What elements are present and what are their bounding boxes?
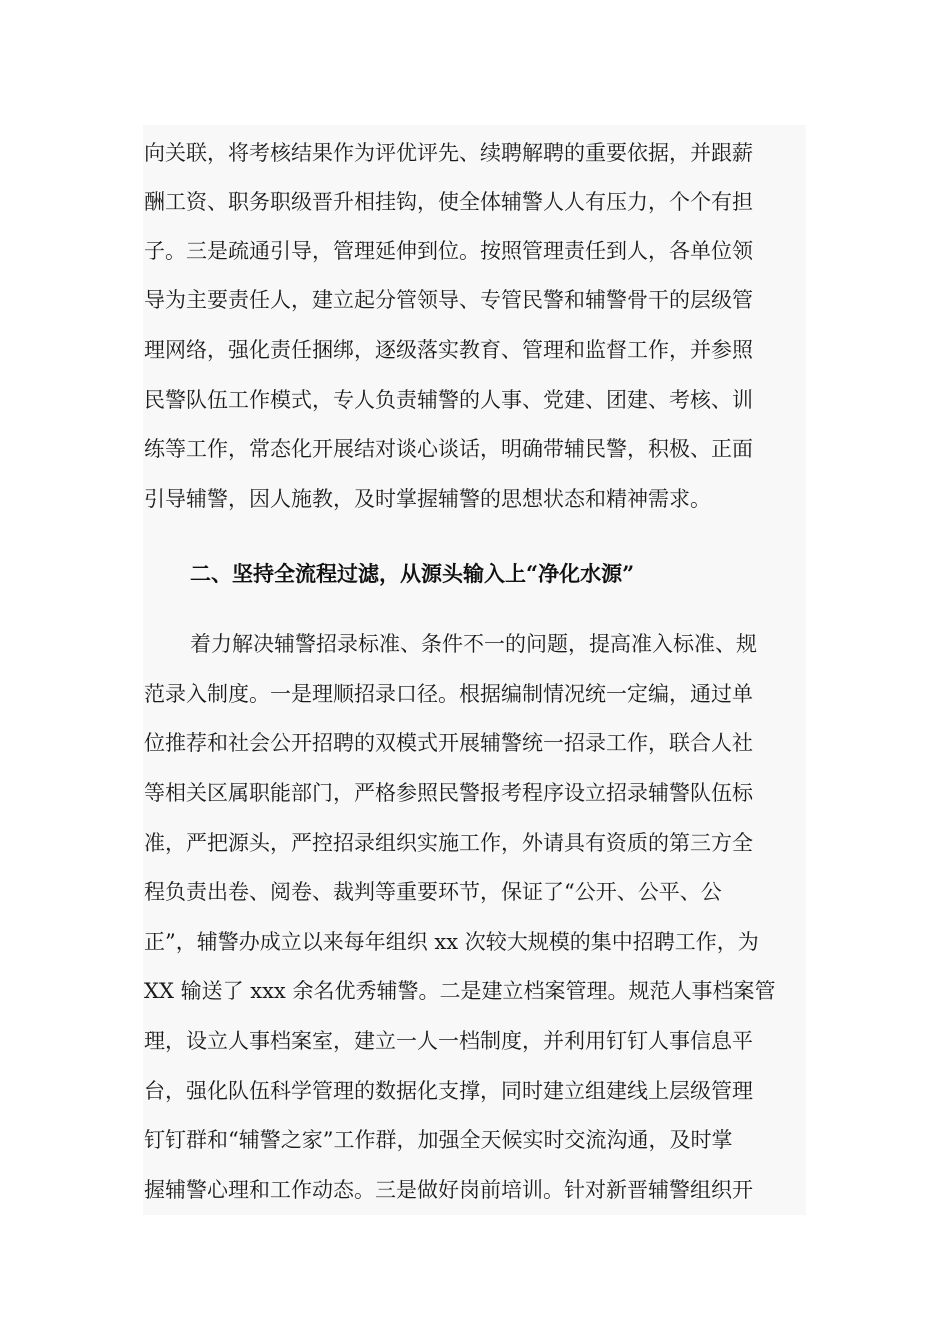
paragraph-line: 正”，辅警办成立以来每年组织 xx 次较大规模的集中招聘工作，为 [144, 930, 759, 954]
paragraph-line: 范录入制度。一是理顺招录口径。根据编制情况统一定编，通过单 [144, 682, 753, 706]
paragraph-line: 理，设立人事档案室，建立一人一档制度，并利用钉钉人事信息平 [144, 1029, 753, 1053]
paragraph-line: 子。三是疏通引导，管理延伸到位。按照管理责任到人，各单位领 [144, 239, 753, 263]
paragraph-line: 向关联，将考核结果作为评优评先、续聘解聘的重要依据，并跟薪 [144, 141, 753, 165]
paragraph-line: 引导辅警，因人施教，及时掌握辅警的思想状态和精神需求。 [144, 487, 711, 511]
paragraph-line: 握辅警心理和工作动态。三是做好岗前培训。针对新晋辅警组织开 [144, 1178, 753, 1202]
paragraph-line: 等相关区属职能部门，严格参照民警报考程序设立招录辅警队伍标 [144, 781, 753, 805]
paragraph-line: 着力解决辅警招录标准、条件不一的问题，提高准入标准、规 [190, 632, 757, 656]
paragraph-line: 位推荐和社会公开招聘的双模式开展辅警统一招录工作，联合人社 [144, 731, 753, 755]
paragraph-line: 钉钉群和“辅警之家”工作群，加强全天候实时交流沟通，及时掌 [144, 1128, 733, 1152]
paragraph-line: 练等工作，常态化开展结对谈心谈话，明确带辅民警，积极、正面 [144, 437, 753, 461]
paragraph-line: 程负责出卷、阅卷、裁判等重要环节，保证了“公开、公平、公 [144, 880, 722, 904]
paragraph-line: XX 输送了 xxx 余名优秀辅警。二是建立档案管理。规范人事档案管 [144, 979, 776, 1003]
paragraph-line: 准，严把源头，严控招录组织实施工作，外请具有资质的第三方全 [144, 831, 753, 855]
section-heading: 二、坚持全流程过滤，从源头输入上“净化水源” [190, 561, 635, 586]
paragraph-line: 民警队伍工作模式，专人负责辅警的人事、党建、团建、考核、训 [144, 388, 753, 412]
paragraph-line: 导为主要责任人，建立起分管领导、专管民警和辅警骨干的层级管 [144, 288, 753, 312]
paragraph-line: 台，强化队伍科学管理的数据化支撑，同时建立组建线上层级管理 [144, 1079, 753, 1103]
paragraph-line: 理网络，强化责任捆绑，逐级落实教育、管理和监督工作，并参照 [144, 338, 753, 362]
paragraph-line: 酬工资、职务职级晋升相挂钩，使全体辅警人人有压力，个个有担 [144, 190, 753, 214]
